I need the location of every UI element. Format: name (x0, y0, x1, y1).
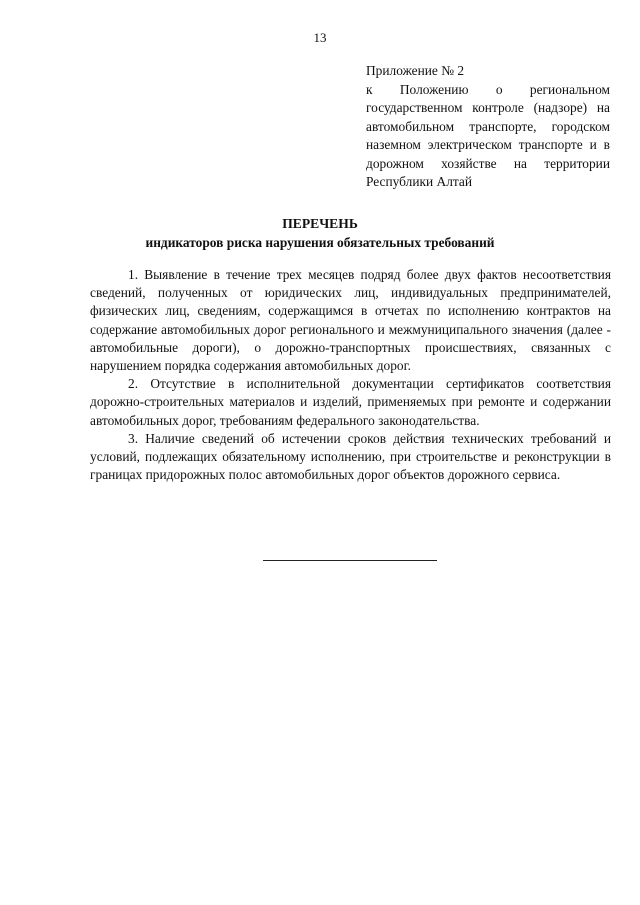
appendix-title: Приложение № 2 (366, 63, 465, 78)
indicator-list (90, 266, 611, 484)
page-number: 13 (313, 30, 327, 45)
appendix-block (366, 62, 610, 192)
document-subtitle: индикаторов риска нарушения обязательных требований (145, 235, 495, 250)
indicator-item-1: 1. Выявление в течение трех месяцев подряд более двух фактов несоответствия сведений, полученных от юридических лиц, индивидуальных предпринимателей, физических лиц, сведениям, содержащимся в отчетах по исполнению контрактов на содержание автомобильных дорог регионального и межмуниципального значения (далее - автомобильные дороги), о дорожно-транспортных происшествиях, связанных с нарушением порядка содержания автомобильных дорог. (90, 267, 611, 374)
indicator-item-3: 3. Наличие сведений об истечении сроков действия технических требований и условий, подлежащих обязательному исполнению, при строительстве и реконструкции в границах придорожных полос автомобильных дорог объектов дорожного сервиса. (90, 430, 611, 483)
closing-rule (263, 560, 437, 561)
appendix-text: к Положению о региональном государственном контроле (надзоре) на автомобильном транспорте, городском наземном электрическом транспорте и в дорожном хозяйстве на территории Республики Алтай (366, 81, 610, 189)
indicator-item-2: 2. Отсутствие в исполнительной документации сертификатов соответствия дорожно-строительных материалов и изделий, применяемых при ремонте и содержании автомобильных дорог, требованиям федерального законодательства. (90, 376, 611, 428)
document-title: ПЕРЕЧЕНЬ (282, 216, 358, 231)
